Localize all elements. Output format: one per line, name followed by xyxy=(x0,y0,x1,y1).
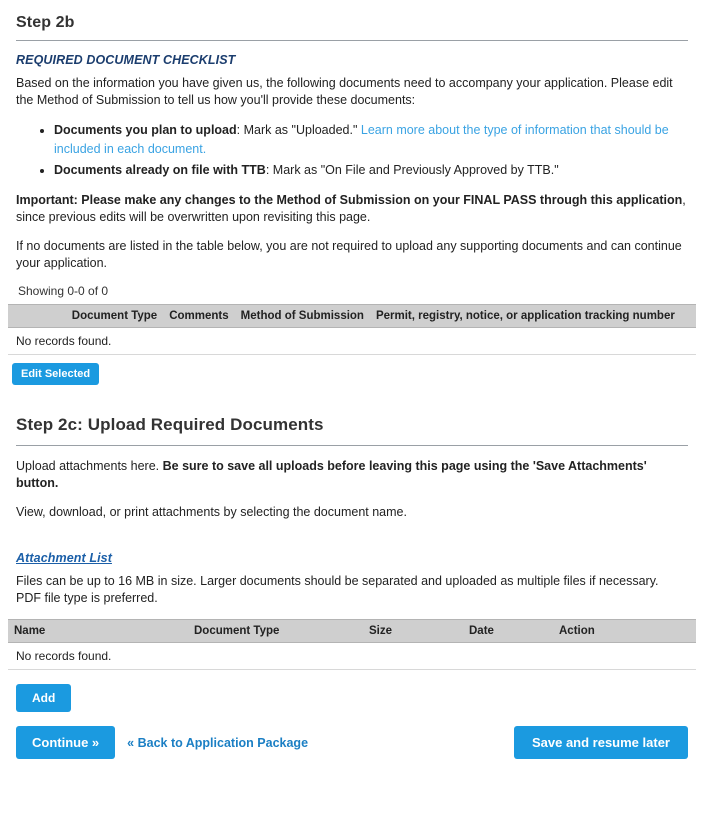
important-note xyxy=(16,192,688,226)
step-2c-title: Step 2c: Upload Required Documents xyxy=(16,415,324,434)
list-item xyxy=(54,161,688,180)
edit-selected-button[interactable]: Edit Selected xyxy=(12,363,99,385)
checklist-intro-text: Based on the information you have given us, the following documents need to accompany your application. Please edit the Method of Submission to tell us how you'll provide these documents: xyxy=(16,76,673,107)
attachment-list-table-header xyxy=(8,620,696,643)
list-item xyxy=(54,121,688,159)
required-document-checklist-heading: REQUIRED DOCUMENT CHECKLIST xyxy=(16,53,236,67)
column-header-action: Action xyxy=(553,620,696,643)
divider-step-2b xyxy=(16,40,688,41)
column-header-end xyxy=(681,305,696,328)
important-note-rest: , since previous edits will be overwritten upon revisiting this page. xyxy=(16,193,686,224)
bullet-2-rest: : Mark as "On File and Previously Approved by TTB." xyxy=(265,163,559,177)
required-documents-table xyxy=(8,304,696,355)
important-note-bold: Important: Please make any changes to the Method of Submission on your FINAL PASS through this application xyxy=(16,193,683,207)
attachments-table-wrap xyxy=(8,619,696,670)
table-row xyxy=(8,328,696,355)
required-documents-table-header xyxy=(8,305,696,328)
application-page xyxy=(0,14,704,826)
divider-step-2c xyxy=(16,445,688,446)
upload-instruction-bold: Be sure to save all uploads before leaving this page using the 'Save Attachments' button. xyxy=(16,459,647,490)
bullet-1-lead: Documents you plan to upload xyxy=(54,123,237,137)
footer-action-bar xyxy=(8,722,696,775)
view-download-note: View, download, or print attachments by selecting the document name. xyxy=(16,505,407,519)
footer-right-group xyxy=(514,726,696,759)
file-size-note xyxy=(16,573,688,607)
step-2b-title: Step 2b xyxy=(16,14,75,31)
step-2b-section xyxy=(8,14,696,298)
back-to-application-package-link[interactable]: « Back to Application Package xyxy=(127,735,309,750)
table-row xyxy=(8,643,696,670)
table-header-row xyxy=(8,305,696,328)
showing-count-2b: Showing 0-0 of 0 xyxy=(18,284,109,298)
add-button[interactable]: Add xyxy=(16,684,71,712)
empty-message-2c: No records found. xyxy=(8,643,696,670)
column-header-method-of-submission[interactable]: Method of Submission xyxy=(235,305,370,328)
required-documents-table-body xyxy=(8,328,696,355)
column-header-name[interactable]: Name xyxy=(8,620,188,643)
column-header-tracking-number[interactable]: Permit, registry, notice, or application tracking number xyxy=(370,305,681,328)
file-size-note-line1: Files can be up to 16 MB in size. Larger documents should be separated and uploaded as multiple files if necessary. xyxy=(16,574,659,588)
column-header-attachment-document-type[interactable]: Document Type xyxy=(188,620,363,643)
column-header-select xyxy=(8,305,66,328)
column-header-size[interactable]: Size xyxy=(363,620,463,643)
upload-instruction-plain: Upload attachments here. xyxy=(16,459,163,473)
bullet-2-lead: Documents already on file with TTB xyxy=(54,163,266,177)
column-header-comments[interactable]: Comments xyxy=(163,305,234,328)
bullet-1-rest: : Mark as "Uploaded." xyxy=(236,123,361,137)
no-documents-note: If no documents are listed in the table below, you are not required to upload any supporting documents and can continue your application. xyxy=(16,239,682,270)
attachment-list-heading: Attachment List xyxy=(16,551,112,565)
upload-instruction xyxy=(16,458,688,492)
file-size-note-line2: PDF file type is preferred. xyxy=(16,591,158,605)
save-and-resume-later-button[interactable]: Save and resume later xyxy=(514,726,688,759)
step-2c-section xyxy=(8,415,696,607)
checklist-bullet-list xyxy=(16,121,688,180)
learn-more-link[interactable]: Learn more about the type of information that should be included in each document. xyxy=(54,123,669,156)
column-header-date[interactable]: Date xyxy=(463,620,553,643)
documents-table-wrap xyxy=(8,304,696,355)
attachment-list-table xyxy=(8,619,696,670)
attachment-list-table-body xyxy=(8,643,696,670)
footer-left-group xyxy=(16,726,308,759)
continue-button[interactable]: Continue » xyxy=(16,726,115,759)
empty-message-2b: No records found. xyxy=(8,328,696,355)
table-header-row xyxy=(8,620,696,643)
section-spacer xyxy=(8,385,696,415)
column-header-document-type[interactable]: Document Type xyxy=(66,305,163,328)
attachment-spacer xyxy=(16,533,688,551)
